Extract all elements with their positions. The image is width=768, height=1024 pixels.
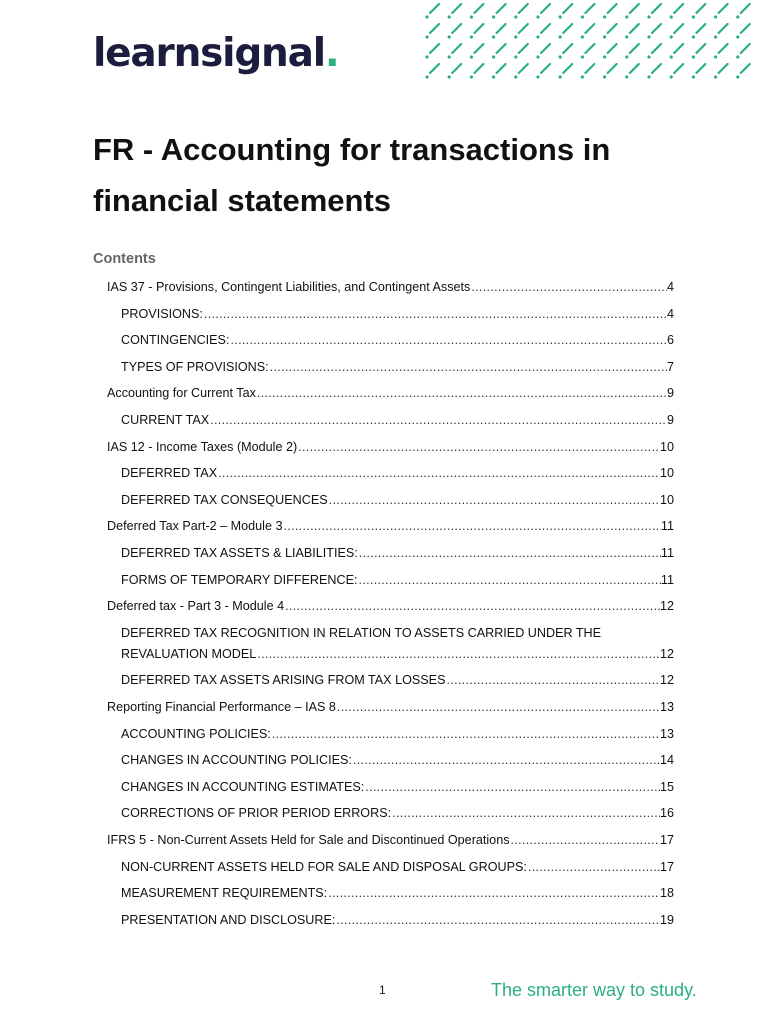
pattern-dot: [559, 35, 562, 38]
toc-page-number: 10: [659, 492, 674, 507]
pattern-dot: [736, 75, 739, 78]
toc-entry-label: DEFERRED TAX CONSEQUENCES: [121, 492, 328, 507]
pattern-slash: [452, 24, 461, 33]
toc-entry-label: PRESENTATION AND DISCLOSURE:: [121, 912, 336, 927]
pattern-slash: [585, 4, 594, 13]
pattern-slash: [674, 4, 683, 13]
page-number: 1: [379, 983, 386, 997]
pattern-dot: [448, 35, 451, 38]
pattern-slash: [696, 24, 705, 33]
document-title: [93, 124, 733, 226]
toc-dot-leader: [327, 882, 660, 904]
pattern-slash: [630, 44, 639, 53]
pattern-dot: [625, 15, 628, 18]
pattern-dot: [492, 75, 495, 78]
pattern-dot: [625, 55, 628, 58]
pattern-dot: [581, 15, 584, 18]
pattern-dot: [603, 75, 606, 78]
pattern-dot: [692, 35, 695, 38]
toc-page-number: 10: [659, 466, 674, 481]
toc-dot-leader: [269, 356, 667, 378]
pattern-slash: [608, 4, 617, 13]
pattern-dot: [581, 35, 584, 38]
document-title-line-2: financial statements: [93, 183, 392, 218]
toc-entry-label: DEFERRED TAX ASSETS ARISING FROM TAX LOSSES: [121, 673, 446, 688]
pattern-slash: [741, 64, 750, 73]
pattern-slash: [585, 24, 594, 33]
toc-entry-label: CORRECTIONS OF PRIOR PERIOD ERRORS:: [121, 806, 392, 821]
toc-page-number: 4: [666, 306, 674, 321]
pattern-dot: [514, 15, 517, 18]
pattern-slash: [497, 4, 506, 13]
toc-dot-leader: [358, 542, 661, 564]
toc-page-number: 16: [659, 806, 674, 821]
pattern-dot: [559, 15, 562, 18]
pattern-dot: [647, 55, 650, 58]
toc-entry-label: REVALUATION MODEL: [121, 646, 257, 661]
toc-dot-leader: [445, 669, 660, 691]
toc-entry-label: Deferred tax - Part 3 - Module 4: [107, 599, 285, 614]
toc-subsection-entry[interactable]: [121, 329, 674, 351]
toc-page-number: 17: [659, 833, 674, 847]
toc-subsection-entry[interactable]: [121, 749, 674, 771]
toc-subsection-entry[interactable]: [121, 409, 674, 431]
pattern-slash: [719, 44, 728, 53]
toc-subsection-entry[interactable]: [121, 542, 674, 564]
pattern-dot: [536, 15, 539, 18]
pattern-dot: [625, 35, 628, 38]
pattern-dot: [736, 15, 739, 18]
pattern-dot: [425, 35, 428, 38]
pattern-slash: [519, 4, 528, 13]
toc-page-number: 9: [666, 413, 674, 427]
pattern-slash: [652, 4, 661, 13]
pattern-dot: [647, 35, 650, 38]
pattern-slash: [541, 24, 550, 33]
toc-entry-label: TYPES OF PROVISIONS:: [121, 359, 269, 374]
pattern-slash: [719, 4, 728, 13]
pattern-dot: [736, 35, 739, 38]
toc-entry-label: DEFERRED TAX: [121, 466, 218, 481]
toc-entry-label: CHANGES IN ACCOUNTING ESTIMATES:: [121, 779, 365, 794]
pattern-dot: [581, 75, 584, 78]
pattern-slash: [474, 24, 483, 33]
toc-subsection-entry[interactable]: [121, 669, 674, 691]
toc-dot-leader: [391, 802, 660, 824]
pattern-dot: [692, 55, 695, 58]
pattern-dot: [559, 75, 562, 78]
pattern-slash: [519, 44, 528, 53]
pattern-slash: [563, 4, 572, 13]
toc-section-entry[interactable]: [107, 382, 674, 404]
toc-subsection-entry[interactable]: [121, 882, 674, 904]
toc-subsection-entry[interactable]: [121, 909, 674, 931]
pattern-dot: [514, 55, 517, 58]
pattern-dot: [492, 35, 495, 38]
toc-page-number: 12: [659, 599, 674, 614]
pattern-dot: [470, 55, 473, 58]
toc-page-number: 11: [660, 572, 674, 587]
toc-entry-label: Reporting Financial Performance – IAS 8: [107, 700, 336, 714]
pattern-slash: [652, 24, 661, 33]
toc-dot-leader: [470, 276, 667, 298]
toc-entry[interactable]: [121, 622, 674, 644]
pattern-slash: [674, 64, 683, 73]
pattern-dot: [714, 55, 717, 58]
pattern-slash: [541, 4, 550, 13]
pattern-dot: [514, 35, 517, 38]
pattern-slash: [497, 44, 506, 53]
toc-subsection-entry[interactable]: [121, 489, 674, 511]
toc-section-entry[interactable]: [107, 829, 674, 851]
toc-dot-leader: [336, 696, 660, 718]
pattern-dot: [714, 75, 717, 78]
pattern-slash: [741, 24, 750, 33]
pattern-slash: [474, 44, 483, 53]
pattern-slash: [719, 64, 728, 73]
pattern-dot: [536, 35, 539, 38]
toc-entry-label: IAS 12 - Income Taxes (Module 2): [107, 439, 298, 454]
pattern-slash: [585, 64, 594, 73]
pattern-dot: [470, 35, 473, 38]
pattern-dot: [448, 75, 451, 78]
pattern-dot: [670, 55, 673, 58]
toc-entry-label: Deferred Tax Part-2 – Module 3: [107, 519, 283, 534]
toc-dot-leader: [256, 382, 667, 404]
pattern-slash: [430, 64, 439, 73]
document-title-line-1: FR - Accounting for transactions in: [93, 132, 611, 167]
toc-dot-leader: [510, 829, 660, 851]
pattern-dot: [492, 55, 495, 58]
toc-page-number: 18: [659, 886, 674, 901]
toc-page-number: 9: [666, 386, 674, 401]
pattern-slash: [430, 4, 439, 13]
pattern-dot: [514, 75, 517, 78]
pattern-dot: [559, 55, 562, 58]
toc-entry-continuation[interactable]: [121, 643, 674, 665]
toc-dot-leader: [364, 776, 660, 798]
toc-subsection-entry[interactable]: [121, 356, 674, 378]
toc-dot-leader: [358, 569, 661, 591]
toc-entry-label: NON-CURRENT ASSETS HELD FOR SALE AND DISPOSAL GROUPS:: [121, 859, 527, 874]
toc-subsection-entry[interactable]: [121, 462, 674, 484]
pattern-dot: [492, 15, 495, 18]
toc-entry-label: ACCOUNTING POLICIES:: [121, 726, 271, 741]
toc-dot-leader: [297, 436, 660, 458]
pattern-slash: [696, 64, 705, 73]
pattern-dot: [736, 55, 739, 58]
pattern-slash: [430, 24, 439, 33]
toc-dot-leader: [282, 515, 660, 537]
pattern-slash: [563, 44, 572, 53]
toc-page-number: 10: [659, 439, 674, 454]
pattern-slash: [719, 24, 728, 33]
pattern-slash: [519, 24, 528, 33]
pattern-slash: [741, 44, 750, 53]
toc-page-number: 15: [659, 779, 674, 794]
logo-dot: .: [324, 31, 339, 76]
toc-subsection-entry[interactable]: [121, 723, 674, 745]
toc-page-number: 4: [666, 280, 674, 294]
toc-dot-leader: [229, 329, 667, 351]
pattern-slash: [630, 24, 639, 33]
pattern-slash: [497, 64, 506, 73]
pattern-dot: [692, 75, 695, 78]
logo-wordmark: learnsignal: [93, 31, 325, 76]
pattern-slash: [497, 24, 506, 33]
pattern-slash: [563, 24, 572, 33]
toc-subsection-entry[interactable]: [121, 802, 674, 824]
pattern-slash: [474, 4, 483, 13]
toc-dot-leader: [271, 723, 660, 745]
pattern-dot: [425, 15, 428, 18]
pattern-dot: [603, 35, 606, 38]
pattern-dot: [670, 75, 673, 78]
pattern-dot: [603, 15, 606, 18]
pattern-dot: [425, 75, 428, 78]
pattern-slash: [608, 24, 617, 33]
toc-dot-leader: [209, 409, 667, 431]
pattern-slash: [541, 64, 550, 73]
pattern-slash: [430, 44, 439, 53]
pattern-slash: [652, 64, 661, 73]
toc-dot-leader: [256, 643, 660, 665]
toc-subsection-entry[interactable]: [121, 776, 674, 798]
pattern-dot: [670, 15, 673, 18]
toc-dot-leader: [217, 462, 660, 484]
toc-dot-leader: [352, 749, 660, 771]
pattern-dot: [692, 15, 695, 18]
pattern-slash: [608, 64, 617, 73]
toc-section-entry[interactable]: [107, 276, 674, 298]
pattern-dot: [581, 55, 584, 58]
pattern-slash: [519, 64, 528, 73]
toc-page-number: 11: [660, 546, 674, 560]
pattern-slash: [452, 64, 461, 73]
pattern-dot: [536, 55, 539, 58]
toc-entry-label: FORMS OF TEMPORARY DIFFERENCE:: [121, 572, 358, 587]
toc-entry-label: CONTINGENCIES:: [121, 333, 230, 348]
toc-page-number: 14: [659, 753, 674, 768]
pattern-slash: [674, 44, 683, 53]
pattern-slash: [674, 24, 683, 33]
pattern-dot: [625, 75, 628, 78]
toc-dot-leader: [203, 303, 667, 325]
toc-page-number: 19: [659, 912, 674, 927]
toc-dot-leader: [328, 489, 660, 511]
pattern-slash: [563, 64, 572, 73]
toc-dot-leader: [335, 909, 660, 931]
footer-tagline: The smarter way to study.: [491, 980, 697, 1000]
contents-heading: Contents: [93, 251, 156, 267]
pattern-slash: [696, 4, 705, 13]
toc-entry-label: Accounting for Current Tax: [107, 386, 256, 401]
pattern-slash: [741, 4, 750, 13]
learnsignal-logo: [93, 26, 339, 82]
toc-page-number: 11: [660, 519, 674, 534]
pattern-dot: [448, 15, 451, 18]
pattern-dot: [470, 15, 473, 18]
pattern-dot: [647, 75, 650, 78]
pattern-slash: [541, 44, 550, 53]
toc-entry-label: CURRENT TAX: [121, 413, 210, 427]
pattern-dot: [714, 35, 717, 38]
pattern-dot: [470, 75, 473, 78]
toc-entry-label: DEFERRED TAX RECOGNITION IN RELATION TO ASSETS CARRIED UNDER THE: [121, 625, 602, 640]
toc-entry-label: IAS 37 - Provisions, Contingent Liabilities, and Contingent Assets: [107, 280, 471, 294]
pattern-dot: [714, 15, 717, 18]
toc-dot-leader: [527, 856, 660, 878]
toc-subsection-entry[interactable]: [121, 569, 674, 591]
pattern-dot: [448, 55, 451, 58]
toc-page-number: 13: [659, 726, 674, 741]
pattern-slash: [608, 44, 617, 53]
pattern-slash: [630, 4, 639, 13]
toc-page-number: 12: [659, 646, 674, 661]
pattern-dot: [425, 55, 428, 58]
toc-page-number: 7: [666, 359, 674, 374]
pattern-slash: [652, 44, 661, 53]
pattern-dot: [670, 35, 673, 38]
toc-entry-label: CHANGES IN ACCOUNTING POLICIES:: [121, 753, 352, 768]
pattern-dot: [603, 55, 606, 58]
slash-dot-pattern-icon: [422, 0, 768, 84]
toc-subsection-entry[interactable]: [121, 856, 674, 878]
toc-entry-label: PROVISIONS:: [121, 306, 203, 321]
toc-subsection-entry[interactable]: [121, 303, 674, 325]
pattern-dot: [647, 15, 650, 18]
pattern-dot: [536, 75, 539, 78]
toc-section-entry[interactable]: [107, 436, 674, 458]
toc-page-number: 12: [659, 673, 674, 688]
pattern-slash: [474, 64, 483, 73]
toc-entry-label: IFRS 5 - Non-Current Assets Held for Sale and Discontinued Operations: [107, 833, 510, 847]
toc-page-number: 13: [659, 700, 674, 714]
toc-page-number: 6: [666, 333, 674, 348]
toc-section-entry[interactable]: [107, 696, 674, 718]
toc-entry-label: DEFERRED TAX ASSETS & LIABILITIES:: [121, 546, 358, 560]
pattern-slash: [630, 64, 639, 73]
pattern-slash: [696, 44, 705, 53]
toc-section-entry[interactable]: [107, 515, 674, 537]
pattern-slash: [585, 44, 594, 53]
toc-page-number: 17: [659, 859, 674, 874]
pattern-slash: [452, 44, 461, 53]
toc-dot-leader: [284, 595, 660, 617]
toc-entry-label: MEASUREMENT REQUIREMENTS:: [121, 886, 328, 901]
toc-section-entry[interactable]: [107, 595, 674, 617]
pattern-slash: [452, 4, 461, 13]
